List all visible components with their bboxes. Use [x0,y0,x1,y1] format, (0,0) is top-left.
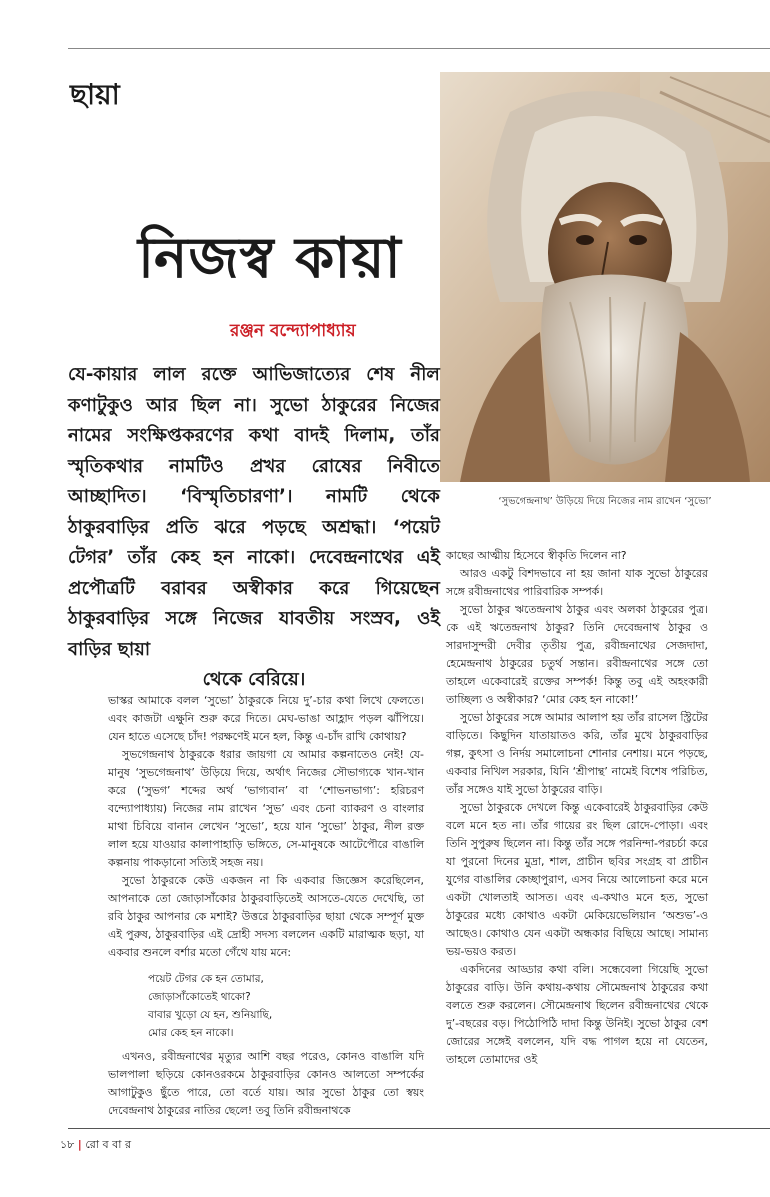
body-paragraph: আরও একটু বিশদভাবে না হয় জানা যাক সুভো ঠাকুরের সঙ্গে রবীন্দ্রনাথের পারিবারিক সম্পর্ক। [446,567,708,598]
body-column-left [108,692,424,1120]
body-paragraph: সুভো ঠাকুরকে দেখলে কিন্তু একেবারেই ঠাকুরবাড়ির কেউ বলে মনে হত না। তাঁর গায়ের রং ছিল রোদে-পোড়া। এবং তিনি সুপুরুষ ছিলেন না। কিন্তু তাঁর সঙ্গে পরনিন্দা-পরচর্চা করে যা পুরনো দিনের মুদ্রা, শাল, প্রাচীন ছবির সংগ্রহ বা প্রাচীন যুগের বাঙালির কেচ্ছাপুরাণ, এসব নিয়ে আলোচনা করে মনে একটা খোলতাই আসত। এবং এ-কথাও মনে হত, সুভো ঠাকুরের মধ্যে কোথাও একটা মেকিয়েভেলিয়ান ‘অশুভ’-ও আছেও। কোথাও যেন একটা অন্ধকার বিছিয়ে আছে। সামান্য ভয়-ভয়ও করত। [446,801,708,958]
poem-line: পয়েট টেগর কে হন তোমার, [148,973,264,985]
poem-line: বাবার খুড়ো যে হন, শুনিয়াছি, [148,1009,273,1021]
article-title: নিজস্ব কায়া [138,226,402,291]
top-rule [68,48,770,49]
intro-text: যে-কায়ার লাল রক্তে আভিজাত্যের শেষ নীল কণাটুকুও আর ছিল না। সুভো ঠাকুরের নিজের নামের সংক্ষিপ্তকরণের কথা বাদই দিলাম, তাঁর স্মৃতিকথার নামটিও প্রখর রোষের নিবীতে আচ্ছাদিত। ‘বিস্মৃতিচারণা’। নামটি থেকে ঠাকুরবাড়ির প্রতি ঝরে পড়ছে অশ্রদ্ধা। ‘পয়েট টেগর’ তাঁর কেহ হন নাকো। দেবেন্দ্রনাথের এই প্রপৌত্রটি বরাবর অস্বীকার করে গিয়েছেন ঠাকুরবাড়ির সঙ্গে নিজের যাবতীয় সংস্রব, ওই বাড়ির ছায়া [68,364,440,660]
body-paragraph: সুভগেন্দ্রনাথ ঠাকুরকে ধরার জায়গা যে আমার কল্পনাতেও নেই! যে-মানুষ ‘সুভগেন্দ্রনাথ’ উড়িয়ে দিয়ে, অর্থাৎ নিজের সৌভাগ্যকে খান-খান করে (‘সুভগ’ শব্দের অর্থ ‘ভাগ্যবান’ বা ‘শোভনভাগ্য’: হরিচরণ বন্দ্যোপাধ্যায়) নিজের নাম রাখেন ‘সুভ’ এবং চেনা ব্যাকরণ ও বাংলার মাথা চিবিয়ে বানান লেখেন ‘সুভো’, হয়ে যান ‘সুভো’ ঠাকুর, নীল রক্ত লাল হয়ে যাওয়ার কালাপাহাড়ি ভঙ্গিতে, সে-মানুষকে আটেপৌরে বাঙালি কল্পনায় পাকড়ানো সত্যিই সহজ নয়। [108,748,424,869]
portrait-image [440,72,770,482]
intro-text-end: থেকে বেরিয়ে। [202,669,306,690]
portrait-photo [440,72,770,482]
body-column-right [446,547,708,1069]
section-label: ছায়া [70,78,120,111]
body-paragraph: একদিনের আড্ডার কথা বলি। সন্ধেবেলা গিয়েছি সুভো ঠাকুরের বাড়ি। উনি কথায়-কথায় সৌমেন্দ্রনাথ ঠাকুরের কথা বলতে শুরু করলেন। সৌমেন্দ্রনাথ ছিলেন রবীন্দ্রনাথের থেকে দু’-বছরের বড়। পিঠোপিঠি দাদা কিন্তু উনিই। সুভো ঠাকুর বেশ জোরের সঙ্গেই বললেন, যদি বদ্ধ পাগল হয়ে না যেতেন, তাহলে তোমাদের ওই [446,963,708,1066]
body-paragraph: ভাস্কর আমাকে বলল ‘সুভো’ ঠাকুরকে নিয়ে দু’-চার কথা লিখে ফেলতে। এবং কাজটা এক্ষুনি শুরু করে দিতে। মেঘ-ভাঙা আহ্লাদ পড়ল ঝাঁপিয়ে। যেন হাতে এসেছে চাঁদ! পরক্ষণেই মনে হল, কিন্তু এ-চাঁদ রাখি কোথায়? [108,694,424,743]
body-paragraph: এখনও, রবীন্দ্রনাথের মৃত্যুর আশি বছর পরেও, কোনও বাঙালি যদি ভালপালা ছড়িয়ে কোনওরকমে ঠাকুরবাড়ির কোনও আলতো সম্পর্কের আগাটুকুও ছুঁতে পারে, তো বর্তে যায়। আর সুভো ঠাকুর তো স্বয়ং দেবেন্দ্রনাথ ঠাকুরের নাতির ছেলে! তবু তিনি রবীন্দ্রনাথকে [108,1050,424,1117]
page-footer [60,1136,131,1155]
body-paragraph: কাছের আত্মীয় হিসেবে স্বীকৃতি দিলেন না? [446,549,627,562]
photo-caption: ‘সুভগেন্দ্রনাথ’ উড়িয়ে দিয়ে নিজের নাম রাখেন ‘সুভো’ [498,496,712,507]
body-paragraph: সুভো ঠাকুরকে কেউ একজন না কি একবার জিজ্ঞেস করেছিলেন, আপনাকে তো জোড়াসাঁকোর ঠাকুরবাড়িতেই আসতে-যেতে দেখেছি, তা রবি ঠাকুর আপনার কে মশাই? উত্তরে ঠাকুরবাড়ির ছায়া থেকে সম্পূর্ণ মুক্ত এই পুরুষ, ঠাকুরবাড়ির এই দ্রোহী সদস্য বললেন একটি মারাত্মক ছড়া, যা একবার শুনলে বর্শার মতো গেঁথে যায় মনে: [108,874,424,959]
body-paragraph: সুভো ঠাকুরের সঙ্গে আমার আলাপ হয় তাঁর রাসেল স্ট্রিটের বাড়িতে। কিছুদিন যাতায়াতও করি, তাঁর মুখে ঠাকুরবাড়ির গল্প, কুৎসা ও নির্দয় সমালোচনা শোনার নেশায়। মনে পড়ছে, একবার নিখিল সরকার, যিনি ‘শ্রীপান্থ’ নামেই বিশেষ পরিচিত, তাঁর সঙ্গেও যাই সুভো ঠাকুরের বাড়ি। [446,711,708,796]
bottom-rule [68,1128,770,1129]
poem-verse [148,970,424,1042]
footer-separator: | [77,1138,82,1151]
magazine-name: রো ব বা র [85,1138,131,1151]
intro-paragraph [68,360,440,696]
body-paragraph: সুভো ঠাকুর ঋতেন্দ্রনাথ ঠাকুর এবং অলকা ঠাকুরের পুত্র। কে এই ঋতেন্দ্রনাথ ঠাকুর? তিনি দেবেন্দ্রনাথ ঠাকুর ও সারদাসুন্দরী দেবীর তৃতীয় পুত্র, রবীন্দ্রনাথের সেজদাদা, হেমেন্দ্রনাথ ঠাকুরের চতুর্থ সন্তান। রবীন্দ্রনাথের সঙ্গে তো তাহলে একেবারেই রক্তের সম্পর্ক! কিন্তু তবু এই অহংকারী তাচ্ছিল্য ও অস্বীকার? ‘মোর কেহ হন নাকো!’ [446,603,708,706]
poem-line: জোড়াসাঁকোতেই থাকো? [148,991,251,1003]
page-number: ১৮ [60,1138,75,1151]
author-byline: রঞ্জন বন্দ্যোপাধ্যায় [230,321,356,341]
poem-line: মোর কেহ হন নাকো। [148,1027,234,1039]
